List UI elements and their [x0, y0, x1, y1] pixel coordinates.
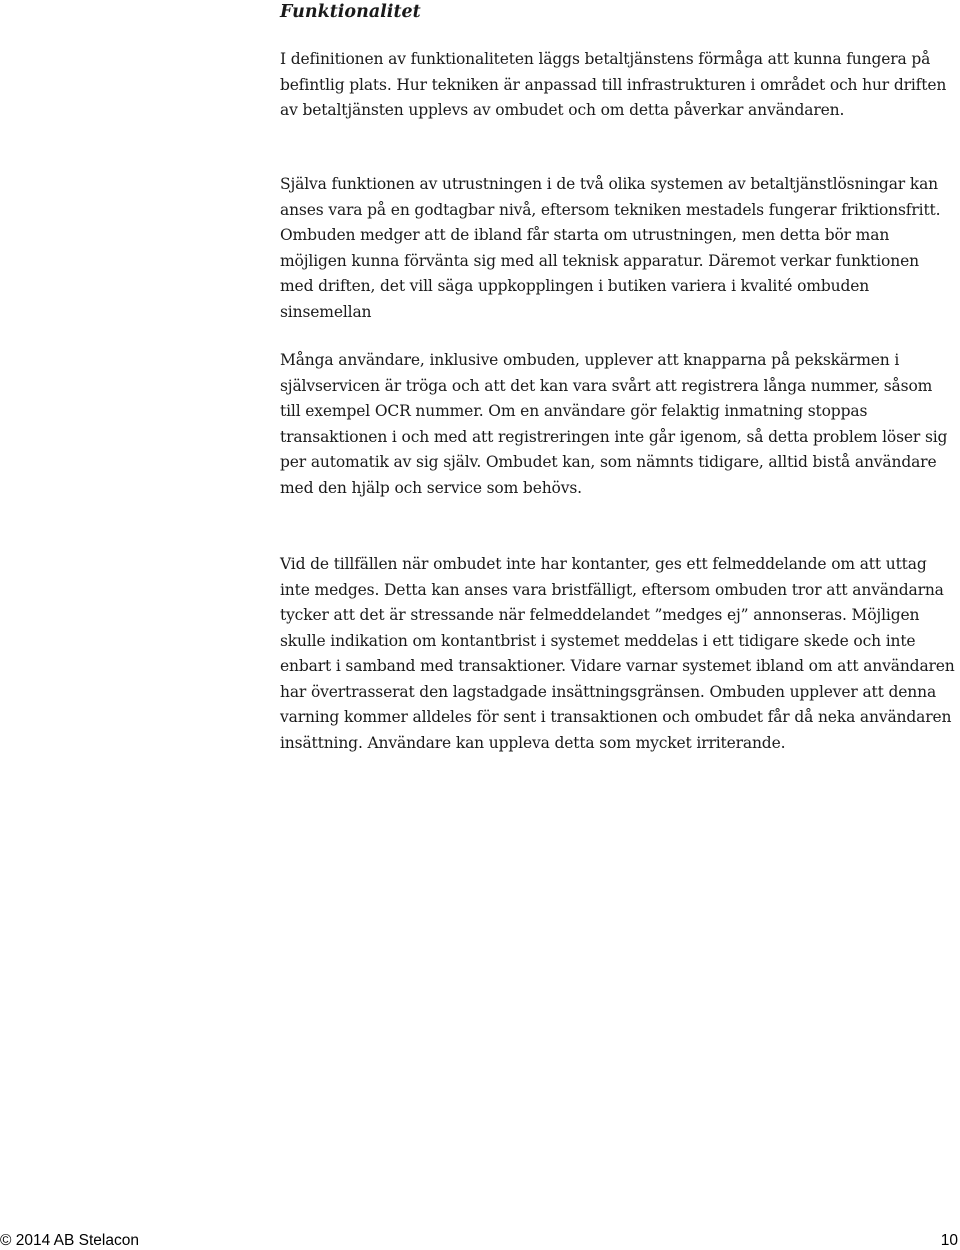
footer-page-number: 10 [940, 1232, 958, 1249]
section-heading: Funktionalitet [280, 2, 421, 22]
paragraph-equipment-function: Själva funktionen av utrustningen i de två olika systemen av betaltjänstlösningar kan anses vara på en godtagbar nivå, eftersom tekniken mestadels fungerar friktionsfritt. Ombuden medger att de ibland får starta om utrustningen, men detta bör man möjligen kunna förvänta sig med all teknisk apparatur. Däremot verkar funktionen med driften, det vill säga uppkopplingen i butiken variera i kvalité ombuden sinsemellan [280, 175, 941, 321]
footer-copyright: © 2014 AB Stelacon [0, 1232, 139, 1249]
paragraph-touchscreen: Många användare, inklusive ombuden, upplever att knapparna på pekskärmen i självservicen är tröga och att det kan vara svårt att registrera långa nummer, såsom till exempel OCR nummer. Om en användare gör felaktig inmatning stoppas transaktionen i och med att registreringen inte går igenom, så detta problem löser sig per automatik av sig själv. Ombudet kan, som nämnts tidigare, alltid bistå användare med den hjälp och service som behövs. [280, 351, 948, 497]
page-footer [0, 1232, 960, 1250]
paragraph-definition: I definitionen av funktionaliteten läggs betaltjänstens förmåga att kunna fungera på befintlig plats. Hur tekniken är anpassad till infrastrukturen i området och hur driften av betaltjänsten upplevs av ombudet och om detta påverkar användaren. [280, 50, 947, 119]
paragraph-cash-shortage: Vid de tillfällen när ombudet inte har kontanter, ges ett felmeddelande om att uttag inte medges. Detta kan anses vara bristfälligt, eftersom ombuden tror att användarna tycker att det är stressande när felmeddelandet ”medges ej” annonseras. Möjligen skulle indikation om kontantbrist i systemet meddelas i ett tidigare skede och inte enbart i samband med transaktioner. Vidare varnar systemet ibland om att användaren har övertrasserat den lagstadgade insättningsgränsen. Ombuden upplever att denna varning kommer alldeles för sent i transaktionen och ombudet får då neka användaren insättning. Användare kan uppleva detta som mycket irriterande. [280, 555, 955, 752]
